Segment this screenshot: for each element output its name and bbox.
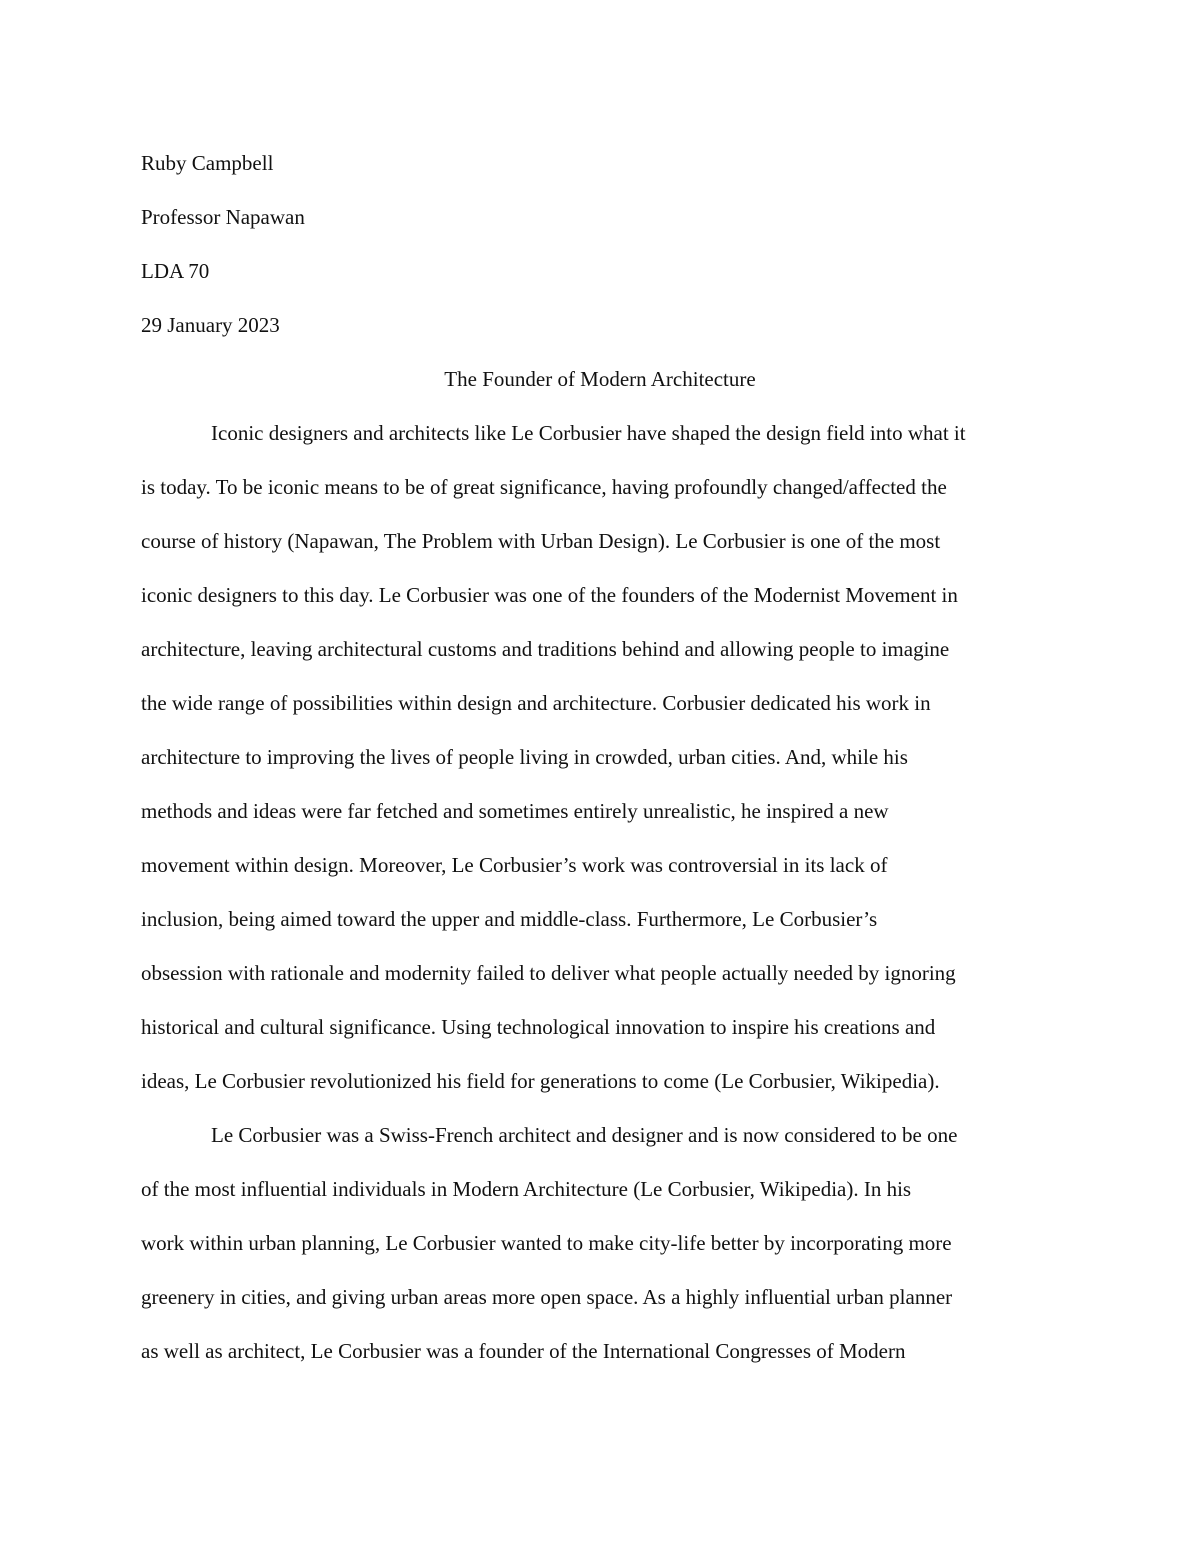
paragraph-line: the wide range of possibilities within design and architecture. Corbusier dedicated his work in xyxy=(141,691,931,715)
paragraph-line: movement within design. Moreover, Le Corbusier’s work was controversial in its lack of xyxy=(141,853,888,877)
paragraph-line: greenery in cities, and giving urban areas more open space. As a highly influential urban planner xyxy=(141,1285,953,1309)
document-date: 29 January 2023 xyxy=(141,313,280,337)
paragraph-line: is today. To be iconic means to be of great significance, having profoundly changed/affected the xyxy=(141,475,947,499)
professor-name: Professor Napawan xyxy=(141,205,305,229)
paragraph-line: iconic designers to this day. Le Corbusier was one of the founders of the Modernist Movement in xyxy=(141,583,958,607)
course-code: LDA 70 xyxy=(141,259,210,283)
paragraph-line: work within urban planning, Le Corbusier wanted to make city-life better by incorporating more xyxy=(141,1231,952,1255)
paragraph-line: obsession with rationale and modernity failed to deliver what people actually needed by ignoring xyxy=(141,961,956,985)
paragraph-line: inclusion, being aimed toward the upper and middle-class. Furthermore, Le Corbusier’s xyxy=(141,907,878,931)
paragraph-line: ideas, Le Corbusier revolutionized his field for generations to come (Le Corbusier, Wikipedia). xyxy=(141,1069,940,1093)
paragraph-1 xyxy=(141,406,1059,1108)
paragraph-line: architecture, leaving architectural customs and traditions behind and allowing people to imagine xyxy=(141,637,950,661)
paragraph-line: historical and cultural significance. Using technological innovation to inspire his creations and xyxy=(141,1015,936,1039)
paragraph-line: as well as architect, Le Corbusier was a founder of the International Congresses of Modern xyxy=(141,1339,906,1363)
paragraph-2 xyxy=(141,1108,1059,1378)
document-page xyxy=(141,136,1059,1536)
paragraph-line: architecture to improving the lives of people living in crowded, urban cities. And, while his xyxy=(141,745,908,769)
paragraph-line: course of history (Napawan, The Problem with Urban Design). Le Corbusier is one of the most xyxy=(141,529,941,553)
paragraph-line: Iconic designers and architects like Le Corbusier have shaped the design field into what it xyxy=(211,421,966,445)
document-title: The Founder of Modern Architecture xyxy=(444,367,756,391)
author-name: Ruby Campbell xyxy=(141,151,274,175)
paragraph-line: of the most influential individuals in Modern Architecture (Le Corbusier, Wikipedia). In his xyxy=(141,1177,912,1201)
paragraph-line: methods and ideas were far fetched and sometimes entirely unrealistic, he inspired a new xyxy=(141,799,889,823)
paragraph-line: Le Corbusier was a Swiss-French architect and designer and is now considered to be one xyxy=(211,1123,958,1147)
